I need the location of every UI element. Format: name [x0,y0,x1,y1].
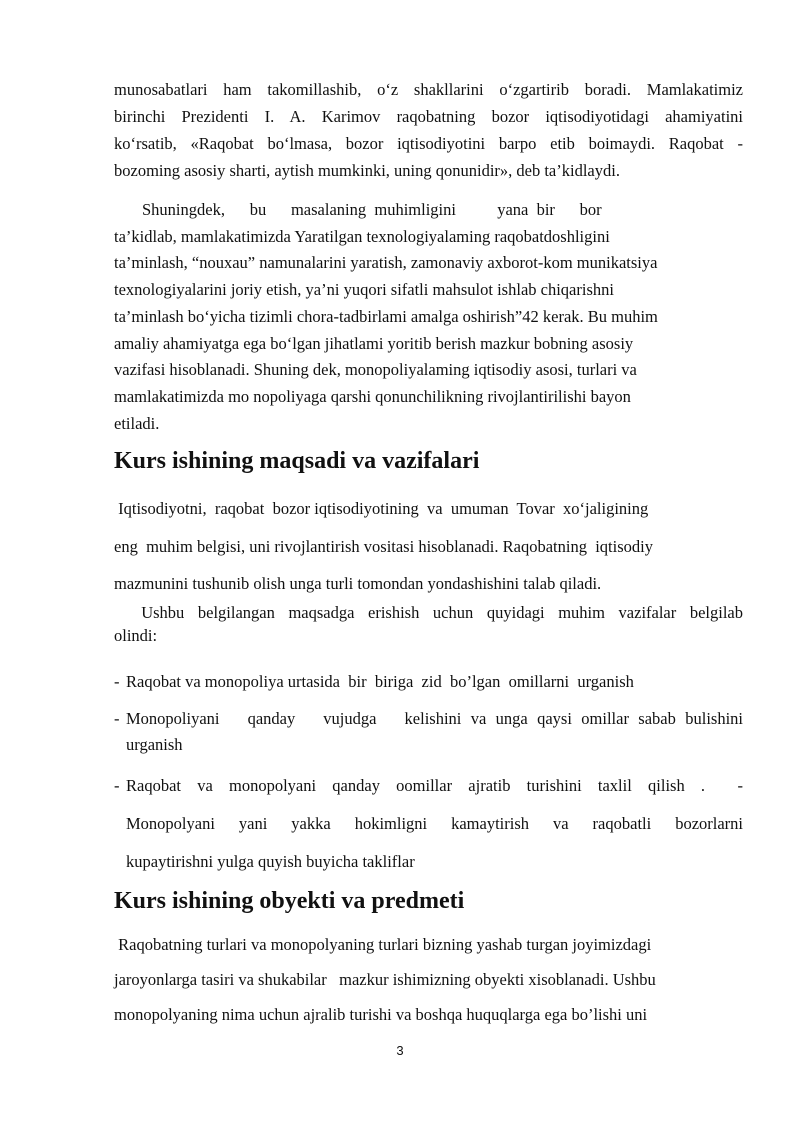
section-heading-goals: Kurs ishining maqsadi va vazifalari [114,448,480,474]
text-line: birinchi Prezidenti I. A. Karimov raqobatning bozor iqtisodiyotidagi ahamiyatini [114,107,743,126]
text-line: Iqtisodiyotni, raqobat bozor iqtisodiyotining va umuman Tovar xo‘jaligining [114,499,649,518]
text-line: ta’kidlab, mamlakatimizda Yaratilgan texnologiyalaming raqobatdoshligini [114,226,610,246]
text-line: bozoming asosiy sharti, aytish mumkinki, uning qonunidir», deb ta’kidlaydi. [114,161,620,180]
text-line: Shuningdek, bu masalaning muhimligini yana bir bor [142,200,602,219]
section-heading-object: Kurs ishining obyekti va predmeti [114,888,465,914]
list-bullet: - [114,776,120,795]
list-item-text: kupaytirishni yulga quyish buyicha takliflar [126,852,415,871]
text-line: olindi: [114,626,158,645]
list-item-text: Monopolyani yani yakka hokimligni kamaytirish va raqobatli bozorlarni [126,814,743,833]
list-item-text: Raqobat va monopolyani qanday oomillar ajratib turishini taxlil qilish . - [126,776,743,795]
text-line: jaroyonlarga tasiri va shukabilar mazkur ishimizning obyekti xisoblanadi. Ushbu [114,970,656,989]
text-line: Ushbu belgilangan maqsadga erishish uchun quyidagi muhim vazifalar belgilab [114,603,743,622]
task-list [114,0,743,900]
list-bullet: - [114,672,120,691]
page-number: 3 [396,1043,404,1058]
list-item [114,669,743,695]
list-item-text: Monopoliyani qanday vujudga kelishini va unga qaysi omillar sabab bulishini [126,709,743,728]
text-line: etiladi. [114,413,160,433]
text-line: vazifasi hisoblanadi. Shuning dek, monopoliyalaming iqtisodiy asosi, turlari va [114,360,637,380]
text-line: ta’minlash, “nouxau” namunalarini yaratish, zamonaviy axborot-kom munikatsiya [114,253,658,273]
text-line: eng muhim belgisi, uni rivojlantirish vositasi hisoblanadi. Raqobatning iqtisodiy [114,536,653,556]
text-line: Raqobatning turlari va monopolyaning turlari bizning yashab turgan joyimizdagi [114,935,652,954]
text-line: monopolyaning nima uchun ajralib turishi va boshqa huquqlarga ega bo’lishi uni [114,1005,648,1024]
list-item [114,767,743,881]
text-line: texnologiyalarini joriy etish, ya’ni yuqori sifatli mahsulot ishlab chiqarishni [114,280,614,300]
text-line: mamlakatimizda mo nopoliyaga qarshi qonunchilikning rivojlantirilishi bayon [114,386,631,406]
text-line: ko‘rsatib, «Raqobat bo‘lmasa, bozor iqtisodiyotini barpo etib boimaydi. Raqobat - [114,134,743,153]
list-item-text: urganish [126,735,183,754]
text-line: amaliy ahamiyatga ega bo‘lgan jihatlami yoritib berish mazkur bobning asosiy [114,333,634,353]
text-line: mazmunini tushunib olish unga turli tomondan yondashishini talab qiladi. [114,574,602,593]
list-bullet: - [114,709,120,728]
text-line: munosabatlari ham takomillashib, o‘z shakllarini o‘zgartirib boradi. Mamlakatimiz [114,80,743,99]
text-line: ta’minlash bo‘yicha tizimli chora-tadbirlami amalga oshirish”42 kerak. Bu muhim [114,306,658,326]
list-item [114,706,743,758]
list-item-text: Raqobat va monopoliya urtasida bir biriga zid bo’lgan omillarni urganish [126,672,634,691]
paragraph-object [114,927,743,1032]
